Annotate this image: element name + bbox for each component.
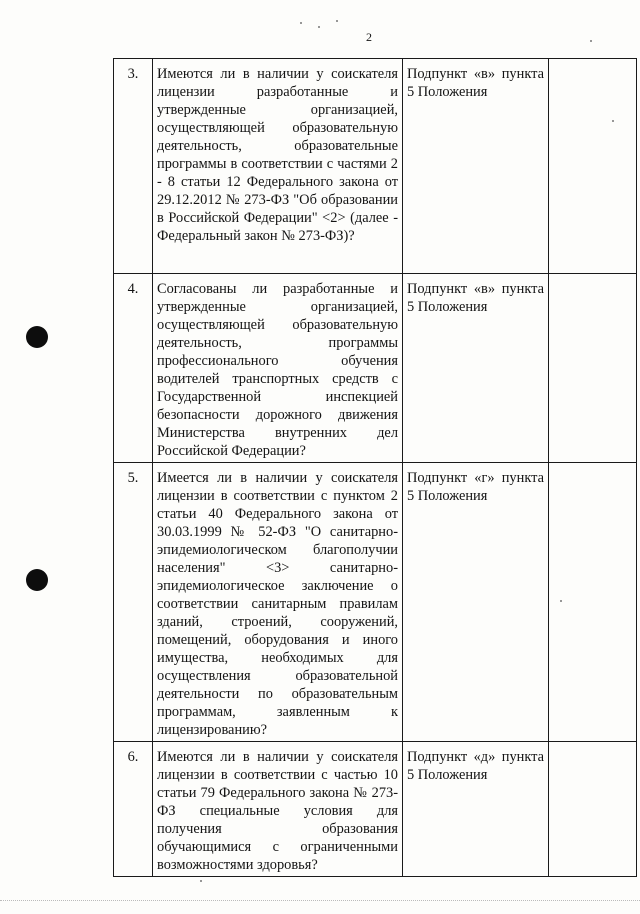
legal-basis: Подпункт «в» пункта 5 Положения — [403, 274, 549, 463]
scan-noise — [318, 26, 320, 28]
scan-noise — [300, 22, 302, 24]
table-row — [114, 742, 637, 877]
checklist-table — [113, 58, 637, 877]
question-text: Имеется ли в наличии у соискателя лицензии в соответствии с пунктом 2 статьи 40 Федерального закона от 30.03.1999 № 52-ФЗ "О санитарно-эпидемиологическом благополучии населения" <3> санитарно-эпидемиологическое заключение о соответствии санитарным правилам зданий, строений, сооружений, помещений, оборудования и иного имущества, необходимых для осуществления образовательной деятельности по образовательным программам, заявленным к лицензированию? — [153, 463, 403, 742]
question-text: Имеются ли в наличии у соискателя лицензии в соответствии с частью 10 статьи 79 Федерального закона № 273-ФЗ специальные условия для получения образования обучающимися с ограниченными возможностями здоровья? — [153, 742, 403, 877]
table-row — [114, 59, 637, 274]
row-number: 3. — [114, 59, 153, 274]
legal-basis: Подпункт «г» пункта 5 Положения — [403, 463, 549, 742]
scan-noise — [590, 40, 592, 42]
empty-cell — [549, 274, 637, 463]
scan-noise — [560, 600, 562, 602]
empty-cell — [549, 742, 637, 877]
empty-cell — [549, 59, 637, 274]
legal-basis: Подпункт «в» пункта 5 Положения — [403, 59, 549, 274]
page-number: 2 — [366, 30, 372, 44]
legal-basis: Подпункт «д» пункта 5 Положения — [403, 742, 549, 877]
question-text: Согласованы ли разработанные и утвержденные организацией, осуществляющей образовательную деятельность, программы профессионального обучения водителей транспортных средств с Государственной инспекцией безопасности дорожного движения Министерства внутренних дел Российской Федерации? — [153, 274, 403, 463]
punch-hole — [26, 569, 48, 591]
row-number: 4. — [114, 274, 153, 463]
scan-edge — [0, 900, 640, 902]
table-row — [114, 463, 637, 742]
punch-hole — [26, 326, 48, 348]
table-row — [114, 274, 637, 463]
row-number: 6. — [114, 742, 153, 877]
empty-cell — [549, 463, 637, 742]
row-number: 5. — [114, 463, 153, 742]
scan-noise — [612, 120, 614, 122]
question-text: Имеются ли в наличии у соискателя лицензии разработанные и утвержденные организацией, осуществляющей образовательную деятельность, образовательные программы в соответствии с частями 2 - 8 статьи 12 Федерального закона от 29.12.2012 № 273-ФЗ "Об образовании в Российской Федерации" <2> (далее - Федеральный закон № 273-ФЗ)? — [153, 59, 403, 274]
scan-noise — [336, 20, 338, 22]
scan-noise — [200, 880, 202, 882]
